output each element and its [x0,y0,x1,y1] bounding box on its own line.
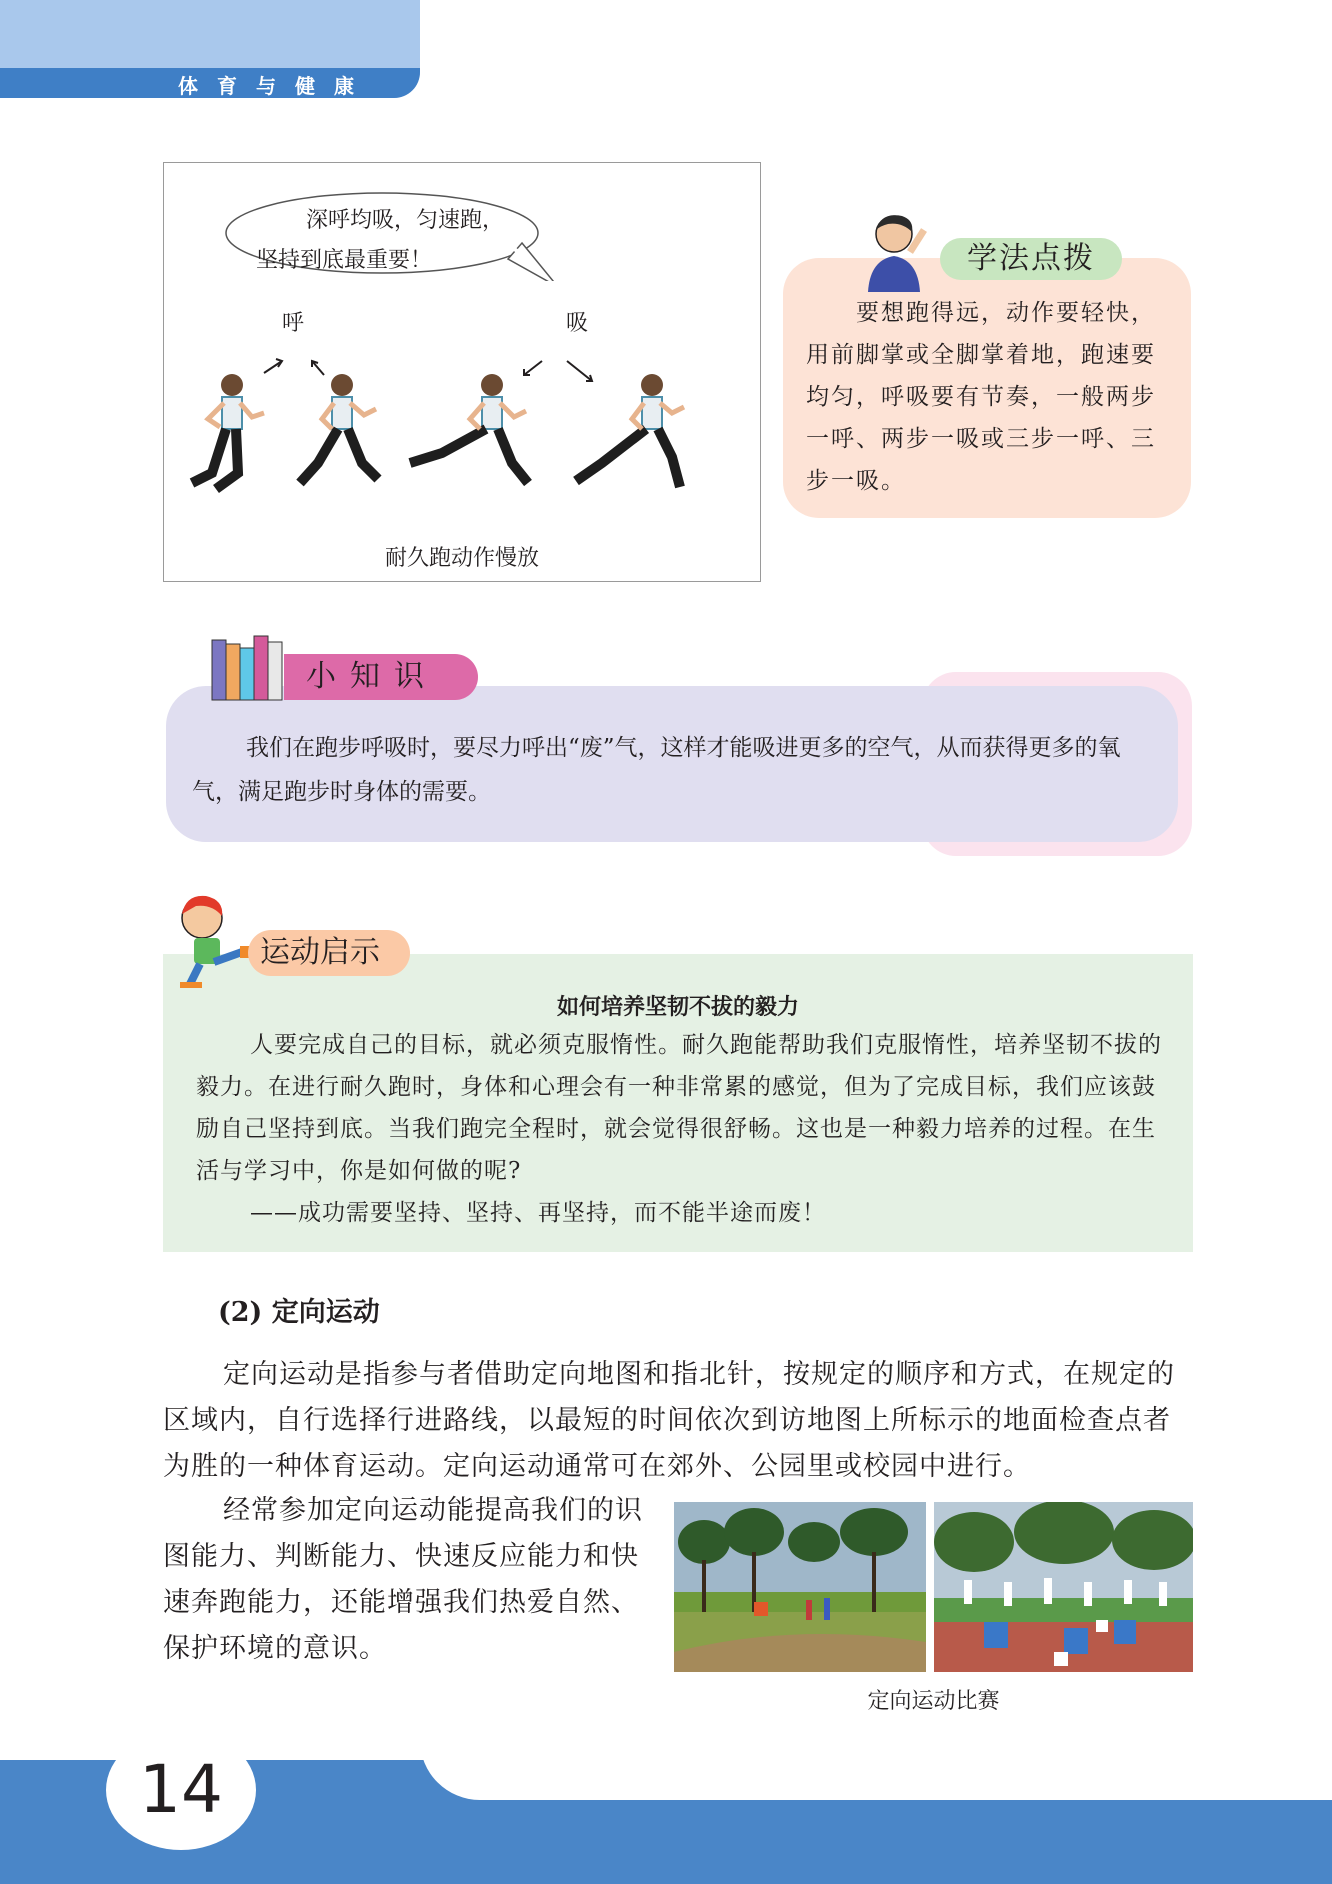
runner-1 [192,374,264,489]
runner-2 [300,374,378,483]
sports-insight-title: 运动启示 [248,930,410,976]
exhale-label: 呼 [282,311,305,336]
runner-3 [410,374,528,483]
runner-4 [576,374,684,487]
runners-illustration [172,333,752,533]
books-icon [208,632,292,702]
orienteering-photo-school [934,1502,1193,1672]
orienteering-paragraph-2: 经常参加定向运动能提高我们的识图能力、判断能力、快速反应能力和快速奔跑能力，还能增强我们热爱自然、保护环境的意识。 [163,1495,643,1664]
figure-caption: 耐久跑动作慢放 [384,546,539,571]
header-subject: 体育与健康 [178,74,373,98]
running-figure [163,162,761,582]
sports-insight-text: 人要完成自己的目标，就必须克服惰性。耐久跑能帮助我们克服惰性，培养坚韧不拔的毅力。在进行耐久跑时，身体和心理会有一种非常累的感觉，但为了完成目标，我们应该鼓励自己坚持到底。当我们跑完全程时，就会觉得很舒畅。这也是一种毅力培养的过程。在生活与学习中，你是如何做的呢? [196,1032,1162,1184]
speech-line-2: 坚持到底最重要！ [256,248,433,273]
knowledge-text: 我们在跑步呼吸时，要尽力呼出“废”气，这样才能吸进更多的空气，从而获得更多的氧气，满足跑步时身体的需要。 [192,735,1121,805]
inhale-label: 吸 [566,311,589,336]
breath-arrows [264,359,592,381]
method-tip-text: 要想跑得远，动作要轻快，用前脚掌或全脚掌着地，跑速要均匀，呼吸要有节奏，一般两步一呼、两步一吸或三步一呼、三步一吸。 [806,300,1156,494]
orienteering-photo-park [674,1502,926,1672]
sports-insight-motto: ——成功需要坚持、坚持、再坚持，而不能半途而废！ [250,1200,826,1226]
photo-caption: 定向运动比赛 [867,1689,1000,1714]
page-number: 14 [139,1751,223,1828]
sports-insight-heading: 如何培养坚韧不拔的毅力 [556,995,799,1020]
orienteering-heading: (2) 定向运动 [218,1297,380,1328]
speech-line-1: 深呼均吸，匀速跑， [306,208,505,233]
knowledge-title: 小知识 [284,654,478,700]
orienteering-paragraph-1: 定向运动是指参与者借助定向地图和指北针，按规定的顺序和方式，在规定的区域内，自行选择行进路线，以最短的时间依次到访地图上所标示的地面检查点者为胜的一种体育运动。定向运动通常可在郊外、公园里或校园中进行。 [163,1359,1175,1482]
speech-bubble-text [256,201,556,281]
skater-kid-icon [172,890,262,990]
teacher-icon [862,208,932,292]
method-tip-title: 学法点拨 [940,238,1122,280]
footer-notch [420,1740,1332,1800]
